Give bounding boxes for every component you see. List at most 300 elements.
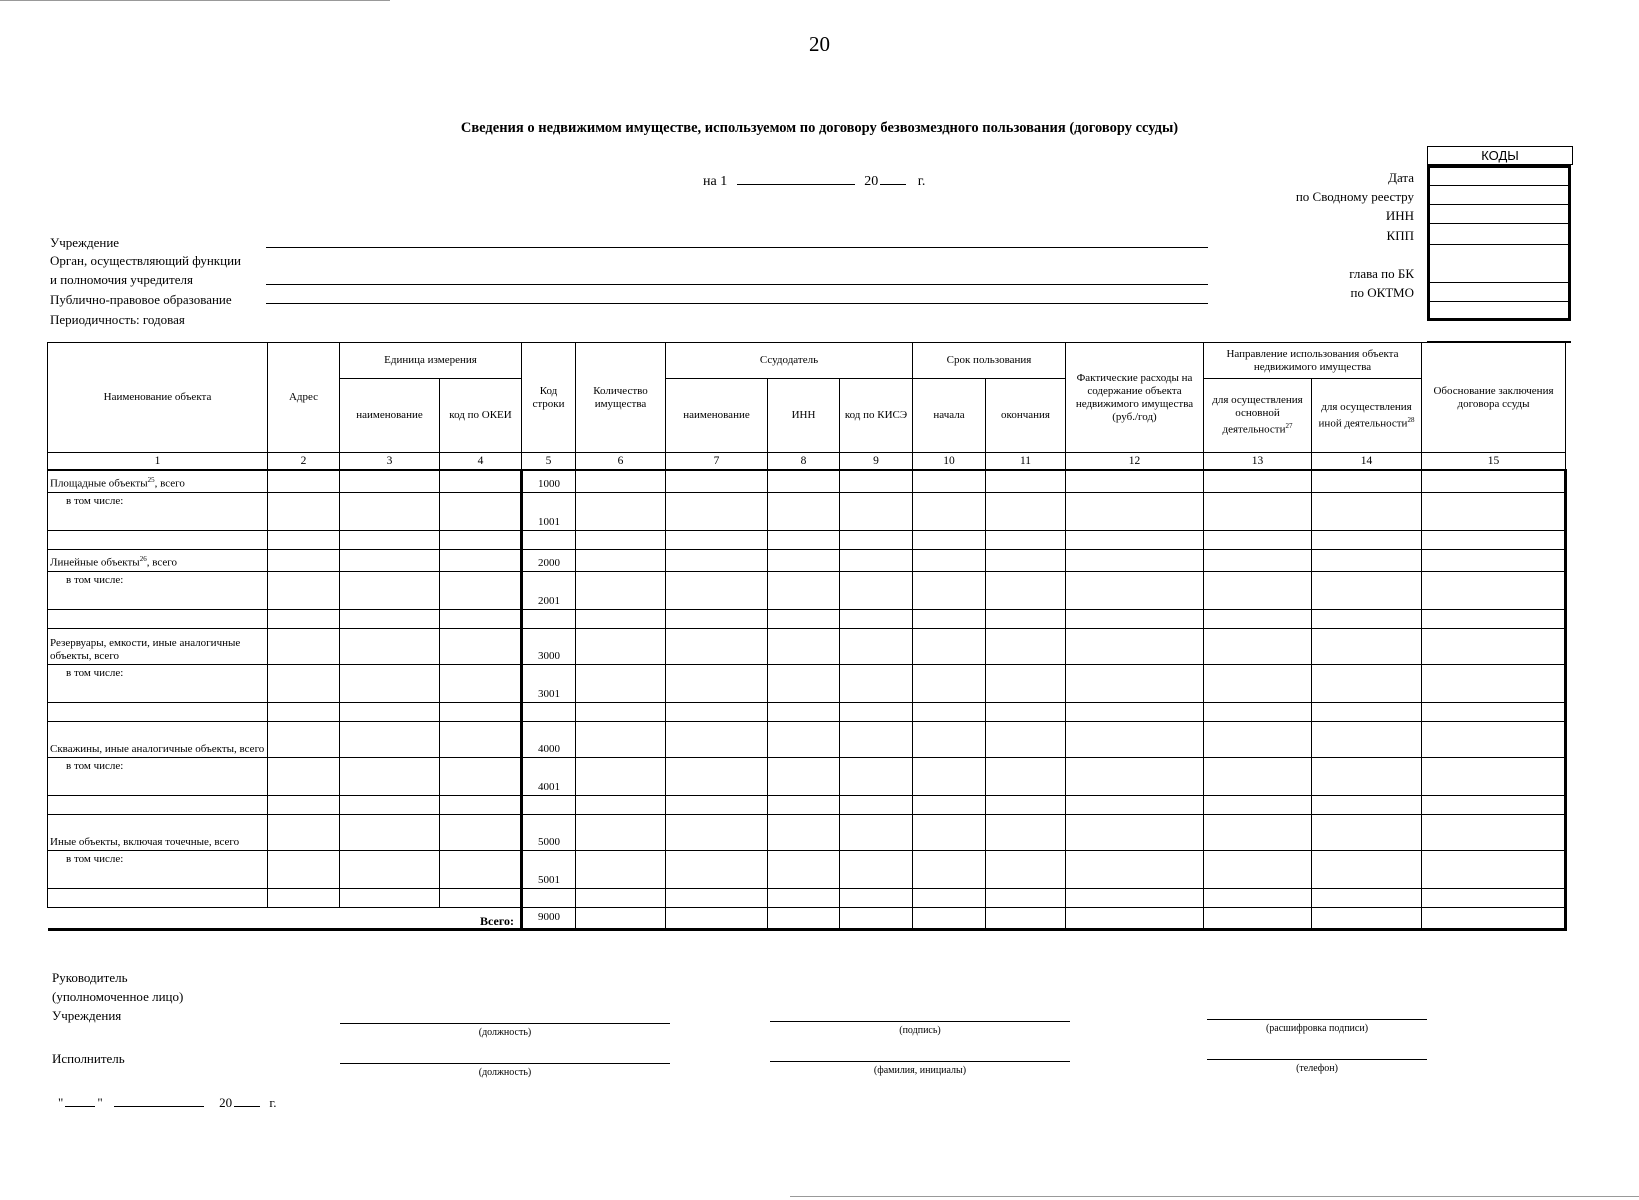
data-cell[interactable] xyxy=(268,721,340,757)
row-code-cell: 4001 xyxy=(522,757,576,795)
data-cell[interactable] xyxy=(340,628,440,664)
data-cell[interactable] xyxy=(840,571,913,609)
total-cell[interactable] xyxy=(666,907,768,929)
column-number: 13 xyxy=(1204,453,1312,471)
signature-date-line xyxy=(58,1092,277,1111)
data-cell[interactable] xyxy=(840,850,913,888)
data-cell[interactable] xyxy=(340,664,440,702)
data-cell[interactable] xyxy=(268,470,340,492)
data-cell[interactable] xyxy=(576,757,666,795)
data-cell[interactable] xyxy=(268,530,340,549)
column-number: 3 xyxy=(340,453,440,471)
data-cell[interactable] xyxy=(1312,721,1422,757)
data-cell[interactable] xyxy=(1204,702,1312,721)
data-cell[interactable] xyxy=(1204,664,1312,702)
data-cell[interactable] xyxy=(666,530,768,549)
data-cell[interactable] xyxy=(986,757,1066,795)
data-cell[interactable] xyxy=(268,549,340,571)
data-cell[interactable] xyxy=(576,795,666,814)
data-cell[interactable] xyxy=(440,757,522,795)
data-cell[interactable] xyxy=(768,721,840,757)
column-number: 6 xyxy=(576,453,666,471)
data-cell[interactable] xyxy=(1066,470,1204,492)
data-cell[interactable] xyxy=(576,530,666,549)
data-cell[interactable] xyxy=(1204,549,1312,571)
group-label xyxy=(48,814,268,850)
data-cell[interactable] xyxy=(1422,721,1566,757)
data-cell[interactable] xyxy=(986,609,1066,628)
data-cell[interactable] xyxy=(1204,814,1312,850)
data-cell[interactable] xyxy=(666,492,768,530)
data-cell[interactable] xyxy=(666,721,768,757)
header-unit-name: наименование xyxy=(340,379,440,453)
header-term-start: начала xyxy=(913,379,986,453)
data-cell[interactable] xyxy=(1422,492,1566,530)
data-cell[interactable] xyxy=(1312,609,1422,628)
data-cell[interactable] xyxy=(268,571,340,609)
data-cell[interactable] xyxy=(1422,628,1566,664)
group-detail-row xyxy=(48,664,1566,702)
data-cell[interactable] xyxy=(1422,795,1566,814)
data-cell[interactable] xyxy=(268,628,340,664)
data-cell[interactable] xyxy=(913,470,986,492)
data-cell[interactable] xyxy=(840,664,913,702)
data-cell[interactable] xyxy=(440,814,522,850)
data-cell[interactable] xyxy=(48,888,268,907)
group-label-text: Площадные объекты xyxy=(50,477,148,490)
data-cell[interactable] xyxy=(666,470,768,492)
data-cell[interactable] xyxy=(340,609,440,628)
data-cell[interactable] xyxy=(768,814,840,850)
data-cell[interactable] xyxy=(986,530,1066,549)
data-cell[interactable] xyxy=(340,888,440,907)
column-number: 14 xyxy=(1312,453,1422,471)
data-cell[interactable] xyxy=(1066,795,1204,814)
data-cell[interactable] xyxy=(440,702,522,721)
data-cell[interactable] xyxy=(1312,814,1422,850)
data-cell[interactable] xyxy=(1066,702,1204,721)
total-cell[interactable] xyxy=(768,907,840,929)
header-quantity: Количество имущества xyxy=(576,343,666,453)
total-cell[interactable] xyxy=(986,907,1066,929)
data-cell[interactable] xyxy=(1066,814,1204,850)
group-label-text: Линейные объекты xyxy=(50,556,140,569)
data-cell[interactable] xyxy=(986,664,1066,702)
data-cell[interactable] xyxy=(340,470,440,492)
data-cell[interactable] xyxy=(1204,850,1312,888)
other-activity-text: для осуществления иной деятельности xyxy=(1318,400,1412,430)
column-number: 10 xyxy=(913,453,986,471)
data-cell[interactable] xyxy=(913,850,986,888)
data-cell[interactable] xyxy=(440,850,522,888)
data-cell[interactable] xyxy=(913,628,986,664)
data-cell[interactable] xyxy=(268,888,340,907)
data-cell[interactable] xyxy=(986,850,1066,888)
data-cell[interactable] xyxy=(440,628,522,664)
data-cell[interactable] xyxy=(666,795,768,814)
data-cell[interactable] xyxy=(840,814,913,850)
head-position-caption: (должность) xyxy=(478,1027,532,1038)
codes-separator xyxy=(1427,244,1571,245)
data-cell[interactable] xyxy=(768,609,840,628)
data-cell[interactable] xyxy=(1312,470,1422,492)
data-cell[interactable] xyxy=(986,571,1066,609)
data-cell[interactable] xyxy=(913,571,986,609)
data-cell[interactable] xyxy=(440,549,522,571)
data-cell[interactable] xyxy=(1312,628,1422,664)
data-cell[interactable] xyxy=(576,470,666,492)
header-kise: код по КИСЭ xyxy=(840,379,913,453)
data-cell[interactable] xyxy=(1312,757,1422,795)
total-cell[interactable] xyxy=(576,907,666,929)
data-cell[interactable] xyxy=(840,702,913,721)
data-cell[interactable] xyxy=(1204,571,1312,609)
data-cell[interactable] xyxy=(768,470,840,492)
data-cell[interactable] xyxy=(268,850,340,888)
signature-month-field[interactable] xyxy=(114,1092,204,1107)
group-footnote: 26 xyxy=(139,554,147,563)
group-label xyxy=(48,549,268,571)
data-cell[interactable] xyxy=(1066,757,1204,795)
row-code-cell: 1001 xyxy=(522,492,576,530)
data-cell[interactable] xyxy=(913,549,986,571)
column-number: 9 xyxy=(840,453,913,471)
data-cell[interactable] xyxy=(840,549,913,571)
data-cell[interactable] xyxy=(576,664,666,702)
head-label-line2: (уполномоченное лицо) xyxy=(52,989,184,1004)
data-cell[interactable] xyxy=(768,795,840,814)
founder-label-line2: и полномочия учредителя xyxy=(50,272,193,287)
executor-position-caption: (должность) xyxy=(478,1067,532,1078)
column-number: 7 xyxy=(666,453,768,471)
codes-separator xyxy=(1427,204,1571,205)
data-cell[interactable] xyxy=(1204,609,1312,628)
data-cell[interactable] xyxy=(340,814,440,850)
data-cell[interactable] xyxy=(576,850,666,888)
data-cell[interactable] xyxy=(440,888,522,907)
data-cell[interactable] xyxy=(1204,888,1312,907)
head-signature-decoding-field[interactable] xyxy=(1207,1019,1427,1020)
total-cell[interactable] xyxy=(1422,907,1566,929)
row-code-cell: 3001 xyxy=(522,664,576,702)
data-cell[interactable] xyxy=(440,609,522,628)
signature-day-field[interactable] xyxy=(65,1092,95,1107)
data-cell[interactable] xyxy=(666,571,768,609)
data-cell[interactable] xyxy=(268,814,340,850)
data-cell[interactable] xyxy=(576,628,666,664)
data-cell[interactable] xyxy=(768,628,840,664)
header-object-name: Наименование объекта xyxy=(48,343,268,453)
data-cell[interactable] xyxy=(340,850,440,888)
group-blank-row xyxy=(48,795,1566,814)
row-code-cell: 2000 xyxy=(522,549,576,571)
data-cell[interactable] xyxy=(48,609,268,628)
data-cell[interactable] xyxy=(986,702,1066,721)
data-cell[interactable] xyxy=(840,757,913,795)
total-cell[interactable] xyxy=(913,907,986,929)
data-cell[interactable] xyxy=(913,721,986,757)
data-cell[interactable] xyxy=(340,757,440,795)
data-cell[interactable] xyxy=(440,571,522,609)
data-cell[interactable] xyxy=(576,609,666,628)
total-cell[interactable] xyxy=(840,907,913,929)
data-cell[interactable] xyxy=(268,795,340,814)
group-label-text: Резервуары, емкости, иные аналогичные объекты, всего xyxy=(50,636,241,662)
total-label: Всего: xyxy=(48,907,522,929)
codes-separator xyxy=(1427,185,1571,186)
data-cell[interactable] xyxy=(666,757,768,795)
group-total-row xyxy=(48,814,1566,850)
data-cell[interactable] xyxy=(986,888,1066,907)
data-cell[interactable] xyxy=(840,470,913,492)
data-cell[interactable] xyxy=(1422,757,1566,795)
data-cell[interactable] xyxy=(666,664,768,702)
data-cell[interactable] xyxy=(1422,850,1566,888)
data-cell[interactable] xyxy=(913,888,986,907)
data-cell[interactable] xyxy=(1312,664,1422,702)
executor-name-field[interactable] xyxy=(770,1061,1070,1062)
including-label: в том числе: xyxy=(48,571,268,609)
property-table xyxy=(47,342,1567,931)
column-number: 5 xyxy=(522,453,576,471)
total-cell[interactable] xyxy=(1204,907,1312,929)
codes-separator xyxy=(1427,282,1571,283)
data-cell[interactable] xyxy=(1066,530,1204,549)
data-cell[interactable] xyxy=(576,702,666,721)
data-cell[interactable] xyxy=(340,549,440,571)
data-cell[interactable] xyxy=(440,721,522,757)
data-cell[interactable] xyxy=(986,470,1066,492)
group-blank-row xyxy=(48,702,1566,721)
data-cell[interactable] xyxy=(1204,795,1312,814)
code-inn-label: ИНН xyxy=(1385,208,1414,223)
data-cell[interactable] xyxy=(1312,702,1422,721)
data-cell[interactable] xyxy=(440,664,522,702)
row-code-cell xyxy=(522,702,576,721)
data-cell[interactable] xyxy=(1204,530,1312,549)
data-cell[interactable] xyxy=(340,721,440,757)
data-cell[interactable] xyxy=(1312,571,1422,609)
data-cell[interactable] xyxy=(768,702,840,721)
data-cell[interactable] xyxy=(1312,492,1422,530)
data-cell[interactable] xyxy=(913,492,986,530)
data-cell[interactable] xyxy=(576,492,666,530)
data-cell[interactable] xyxy=(840,492,913,530)
data-cell[interactable] xyxy=(666,549,768,571)
data-cell[interactable] xyxy=(268,664,340,702)
data-cell[interactable] xyxy=(840,721,913,757)
header-unit: Единица измерения xyxy=(340,343,522,379)
data-cell[interactable] xyxy=(913,795,986,814)
data-cell[interactable] xyxy=(1066,888,1204,907)
header-term-end: окончания xyxy=(986,379,1066,453)
header-term: Срок пользования xyxy=(913,343,1066,379)
row-code-cell xyxy=(522,888,576,907)
data-cell[interactable] xyxy=(768,492,840,530)
data-cell[interactable] xyxy=(268,757,340,795)
data-cell[interactable] xyxy=(440,530,522,549)
data-cell[interactable] xyxy=(666,628,768,664)
data-cell[interactable] xyxy=(1066,628,1204,664)
data-cell[interactable] xyxy=(48,702,268,721)
data-cell[interactable] xyxy=(576,888,666,907)
data-cell[interactable] xyxy=(576,549,666,571)
data-cell[interactable] xyxy=(666,850,768,888)
data-cell[interactable] xyxy=(340,795,440,814)
data-cell[interactable] xyxy=(913,702,986,721)
row-code-cell: 2001 xyxy=(522,571,576,609)
data-cell[interactable] xyxy=(1066,850,1204,888)
data-cell[interactable] xyxy=(1422,609,1566,628)
data-cell[interactable] xyxy=(1422,571,1566,609)
data-cell[interactable] xyxy=(986,628,1066,664)
data-cell[interactable] xyxy=(986,549,1066,571)
data-cell[interactable] xyxy=(1066,664,1204,702)
header-address: Адрес xyxy=(268,343,340,453)
total-cell[interactable] xyxy=(1312,907,1422,929)
header-lender-name: наименование xyxy=(666,379,768,453)
data-cell[interactable] xyxy=(1312,530,1422,549)
data-cell[interactable] xyxy=(1312,549,1422,571)
founder-field[interactable] xyxy=(266,284,1208,285)
data-cell[interactable] xyxy=(666,888,768,907)
total-cell[interactable] xyxy=(1066,907,1204,929)
data-cell[interactable] xyxy=(840,795,913,814)
public-entity-field[interactable] xyxy=(266,303,1208,304)
data-cell[interactable] xyxy=(1066,721,1204,757)
institution-field[interactable] xyxy=(266,247,1208,248)
data-cell[interactable] xyxy=(340,530,440,549)
executor-position-field[interactable] xyxy=(340,1063,670,1064)
data-cell[interactable] xyxy=(440,795,522,814)
data-cell[interactable] xyxy=(666,702,768,721)
data-cell[interactable] xyxy=(1422,470,1566,492)
data-cell[interactable] xyxy=(1422,549,1566,571)
data-cell[interactable] xyxy=(768,888,840,907)
data-cell[interactable] xyxy=(840,530,913,549)
group-detail-row xyxy=(48,571,1566,609)
column-number: 15 xyxy=(1422,453,1566,471)
data-cell[interactable] xyxy=(986,814,1066,850)
date-day-month-field[interactable] xyxy=(737,170,855,185)
data-cell[interactable] xyxy=(666,609,768,628)
data-cell[interactable] xyxy=(576,814,666,850)
data-cell[interactable] xyxy=(1066,549,1204,571)
data-cell[interactable] xyxy=(913,757,986,795)
row-code-cell: 4000 xyxy=(522,721,576,757)
data-cell[interactable] xyxy=(1204,721,1312,757)
executor-phone-field[interactable] xyxy=(1207,1059,1427,1060)
footnote-28: 28 xyxy=(1407,415,1415,424)
data-cell[interactable] xyxy=(1204,628,1312,664)
data-cell[interactable] xyxy=(1204,757,1312,795)
data-cell[interactable] xyxy=(1066,609,1204,628)
data-cell[interactable] xyxy=(1204,470,1312,492)
data-cell[interactable] xyxy=(666,814,768,850)
header-expenses: Фактические расходы на содержание объекта недвижимого имущества (руб./год) xyxy=(1066,343,1204,453)
date-prefix: на 1 xyxy=(703,174,728,189)
row-code-cell: 5001 xyxy=(522,850,576,888)
signature-year-field[interactable] xyxy=(234,1092,260,1107)
data-cell[interactable] xyxy=(986,795,1066,814)
data-cell[interactable] xyxy=(576,571,666,609)
data-cell[interactable] xyxy=(1422,888,1566,907)
data-cell[interactable] xyxy=(768,530,840,549)
head-signature-field[interactable] xyxy=(770,1021,1070,1022)
periodicity-label: Периодичность: годовая xyxy=(50,312,185,327)
including-label: в том числе: xyxy=(48,757,268,795)
data-cell[interactable] xyxy=(913,530,986,549)
group-detail-row xyxy=(48,850,1566,888)
public-entity-label: Публично-правовое образование xyxy=(50,292,232,307)
date-year-field[interactable] xyxy=(880,170,906,185)
data-cell[interactable] xyxy=(1422,664,1566,702)
data-cell[interactable] xyxy=(48,530,268,549)
data-cell[interactable] xyxy=(1312,795,1422,814)
data-cell[interactable] xyxy=(840,628,913,664)
head-position-field[interactable] xyxy=(340,1023,670,1024)
head-signature-caption: (подпись) xyxy=(899,1025,941,1036)
codes-box xyxy=(1427,165,1571,321)
group-label-text: Иные объекты, включая точечные, всего xyxy=(50,835,240,848)
data-cell[interactable] xyxy=(48,795,268,814)
data-cell[interactable] xyxy=(340,571,440,609)
executor-name-caption: (фамилия, инициалы) xyxy=(873,1065,967,1076)
data-cell[interactable] xyxy=(1422,702,1566,721)
data-cell[interactable] xyxy=(1066,571,1204,609)
data-cell[interactable] xyxy=(268,609,340,628)
data-cell[interactable] xyxy=(768,549,840,571)
data-cell[interactable] xyxy=(768,757,840,795)
data-cell[interactable] xyxy=(1422,530,1566,549)
data-cell[interactable] xyxy=(986,492,1066,530)
data-cell[interactable] xyxy=(913,664,986,702)
data-cell[interactable] xyxy=(840,609,913,628)
data-cell[interactable] xyxy=(768,571,840,609)
data-cell[interactable] xyxy=(986,721,1066,757)
data-cell[interactable] xyxy=(1312,850,1422,888)
data-cell[interactable] xyxy=(440,470,522,492)
group-footnote: 25 xyxy=(147,475,155,484)
data-cell[interactable] xyxy=(840,888,913,907)
data-cell[interactable] xyxy=(768,664,840,702)
row-code-cell: 5000 xyxy=(522,814,576,850)
data-cell[interactable] xyxy=(1422,814,1566,850)
data-cell[interactable] xyxy=(1204,492,1312,530)
data-cell[interactable] xyxy=(1066,492,1204,530)
data-cell[interactable] xyxy=(440,492,522,530)
executor-phone-caption: (телефон) xyxy=(1296,1063,1338,1074)
date-quote-close: " xyxy=(97,1095,103,1110)
group-detail-row xyxy=(48,492,1566,530)
data-cell[interactable] xyxy=(1312,888,1422,907)
data-cell[interactable] xyxy=(913,609,986,628)
column-number: 4 xyxy=(440,453,522,471)
total-code: 9000 xyxy=(522,907,576,929)
data-cell[interactable] xyxy=(268,492,340,530)
header-row-code: Код строки xyxy=(522,343,576,453)
data-cell[interactable] xyxy=(768,850,840,888)
data-cell[interactable] xyxy=(576,721,666,757)
group-label xyxy=(48,721,268,757)
data-cell[interactable] xyxy=(913,814,986,850)
data-cell[interactable] xyxy=(340,492,440,530)
date-suffix: г. xyxy=(917,174,926,189)
group-total-row xyxy=(48,721,1566,757)
data-cell[interactable] xyxy=(340,702,440,721)
data-cell[interactable] xyxy=(268,702,340,721)
group-label-suffix: , всего xyxy=(146,556,177,569)
